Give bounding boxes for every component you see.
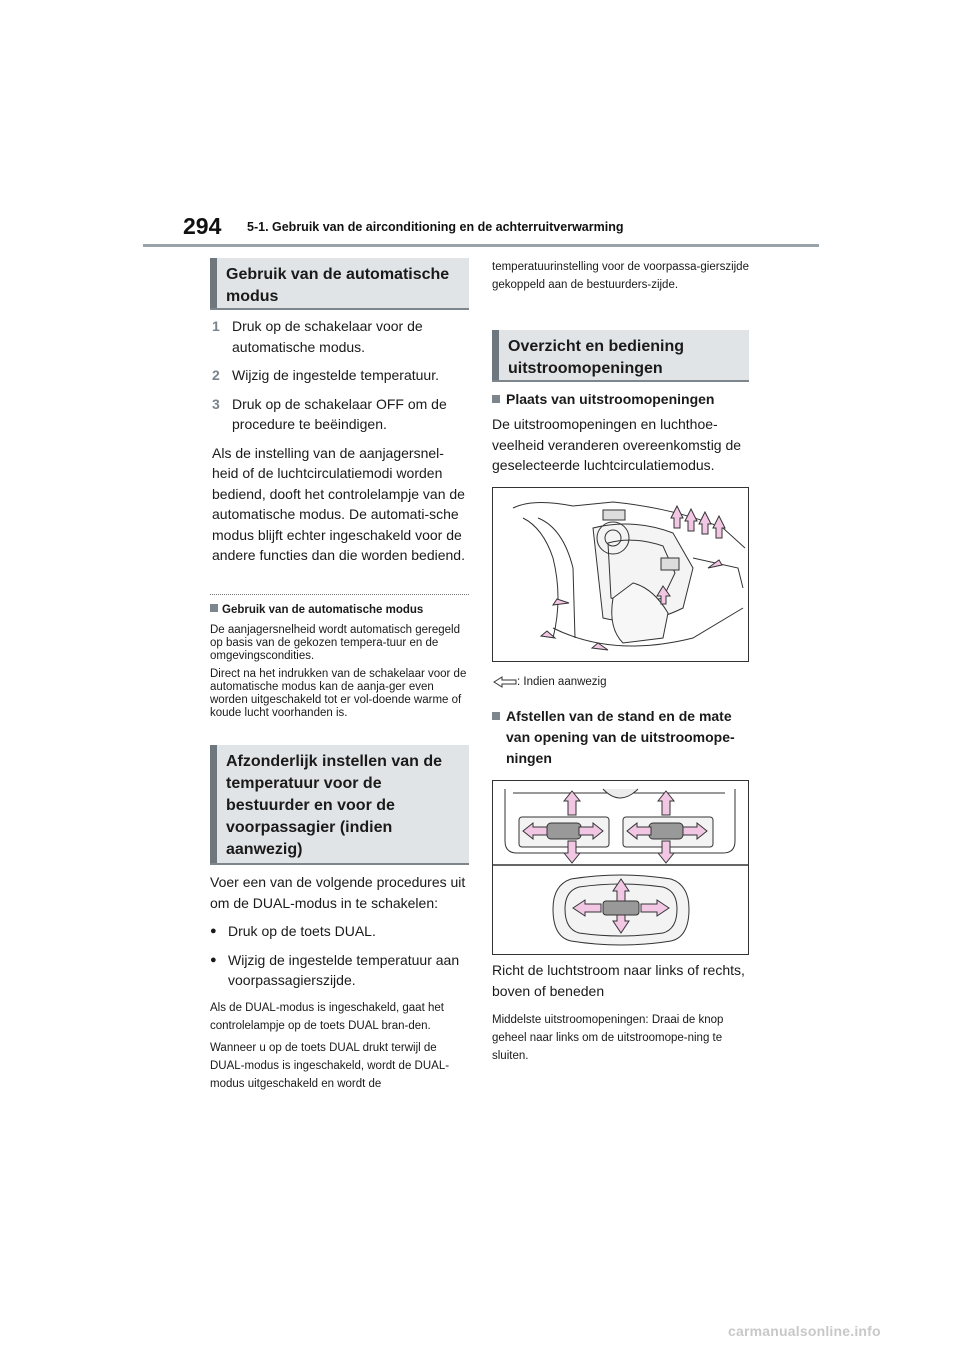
vents-adjust-text: Richt de luchtstroom naar links of rechts, boven of beneden [492,962,745,999]
step-3-number: 3 [212,395,220,412]
vents-adjust-note: Middelste uitstroomopeningen: Draai de knop geheel naar links om de uitstroomope-ning te sluiten. [492,1014,724,1062]
section-title-dual-text: Afzonderlijk instellen van de temperatuur voor de bestuurder en voor de voorpassagier (indien aanwezig) [226,753,443,858]
section-title-auto-mode [210,258,469,310]
step-2 [212,365,470,386]
page-number: 294 [183,213,222,239]
car-interior-illustration [493,488,748,661]
auto-mode-notes [210,600,472,720]
vents-adjust-figure [492,780,749,955]
note-divider [210,594,469,595]
step-1 [212,316,470,357]
step-3-text: Druk op de schakelaar OFF om de procedure te beëindigen. [232,395,447,432]
dual-bullet-2: ● Wijzig de ingestelde temperatuur aan voorpassagierszijde. [210,950,472,991]
section-title-dual [210,745,469,865]
vents-location-figure [492,487,749,662]
vents-adjust-body [492,960,752,1065]
auto-mode-paragraph: Als de instelling van de aanjagersnel-heid of de luchtcirculatiemodi worden bediend, dooft het controlelampje van de automatische modus. De automati-sche modus blijft echter ingeschakeld voor de andere functies dan die worden bediend. [212,444,465,563]
dual-bullet-1: ● Druk op de toets DUAL. [210,921,472,942]
legend-text: : Indien aanwezig [517,676,607,688]
continued-text: temperatuurinstelling voor de voorpassa-gierszijde gekoppeld aan de bestuurders-zijde. [492,261,749,291]
header-divider [143,244,819,247]
step-2-number: 2 [212,367,220,383]
step-3 [212,394,470,435]
section-title-vents-text: Overzicht en bediening uitstroomopeningen [508,338,685,377]
step-1-number: 1 [212,318,220,334]
vent-adjust-illustration [493,781,748,954]
step-1-text: Druk op de schakelaar voor de automatische modus. [232,318,423,355]
vents-location-text: De uitstroomopeningen en luchthoe-veelheid veranderen overeenkomstig de geselecteerde luchtcirculatiemodus. [492,416,742,473]
vents-location-heading: Plaats van uitstroomopeningen [492,389,752,410]
vents-adjust [492,706,754,769]
note-text-2: Direct na het indrukken van de schakelaar voor de automatische modus kan de aanja-ger even worden uitgeschakeld tot er vol-doende warme of koude lucht voorhanden is. [210,667,467,719]
note-text-1: De aanjagersnelheid wordt automatisch geregeld op basis van de gekozen tempera-tuur en de omgevingscondities. [210,623,460,662]
dual-intro: Voer een van de volgende procedures uit om de DUAL-modus in te schakelen: [210,874,466,911]
legend-row [493,676,607,688]
vents-location [492,389,752,476]
chapter-title: 5-1. Gebruik van de airconditioning en de achterruitverwarming [247,220,624,234]
section-title-auto-mode-text: Gebruik van de automatische modus [226,266,450,305]
dual-section-body [210,872,472,1093]
dual-note-1: Als de DUAL-modus is ingeschakeld, gaat het controlelampje op de toets DUAL bran-den. [210,1001,444,1032]
vents-adjust-heading: Afstellen van de stand en de mate van opening van de uitstroomope-ningen [492,706,754,769]
step-2-text: Wijzig de ingestelde temperatuur. [232,367,439,383]
note-title: Gebruik van de automatische modus [210,600,472,621]
section-title-vents [492,330,749,382]
footer-watermark: carmanualsonline.info [728,1323,881,1339]
dual-note-2: Wanneer u op de toets DUAL drukt terwijl de DUAL-modus is ingeschakeld, wordt de DUAL-modus uitgeschakeld en wordt de [210,1041,450,1090]
auto-mode-steps [212,316,470,566]
optional-arrow-icon [493,676,517,688]
